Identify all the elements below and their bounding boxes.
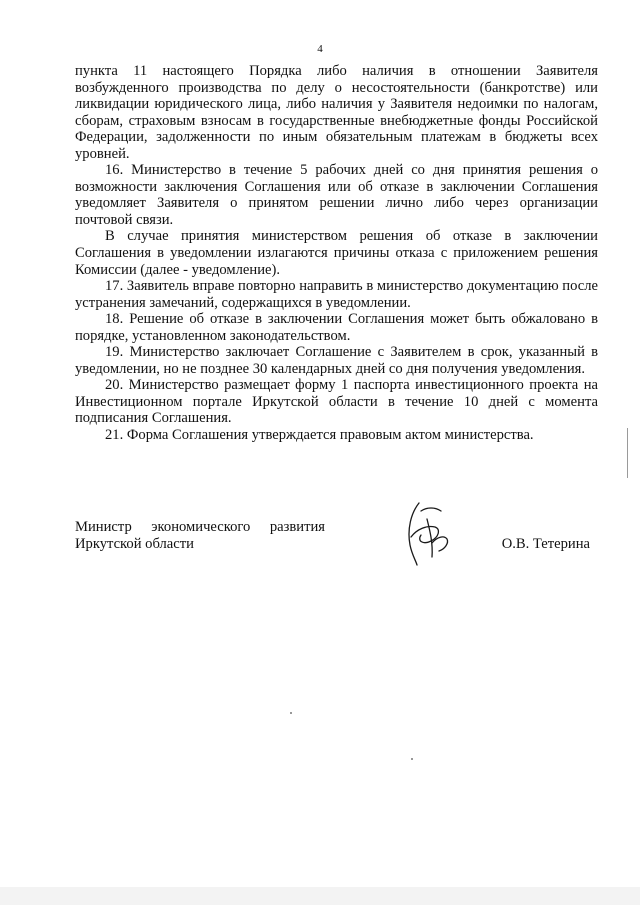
scan-bottom-edge: [0, 887, 640, 905]
signatory-name: О.В. Тетерина: [501, 536, 590, 552]
paragraph-continuation: пункта 11 настоящего Порядка либо наличия в отношении Заявителя возбужденного производства по делу о несостоятельности (банкротстве) или ликвидации юридического лица, либо наличия у Заявителя недоимки по налогам, сборам, страховым взносам в государственные внебюджетные фонды Российской Федерации, задолженности по иным обязательным платежам в бюджеты всех уровней.: [75, 63, 598, 162]
signatory-title: [75, 519, 325, 552]
document-body: [75, 63, 598, 444]
paragraph-16: 16. Министерство в течение 5 рабочих дней со дня принятия решения о возможности заключения Соглашения или об отказе в заключении Соглашения уведомляет Заявителя о принятом решении лично либо через организации почтовой связи.: [75, 162, 598, 228]
paragraph-18: 18. Решение об отказе в заключении Соглашения может быть обжаловано в порядке, установленном законодательством.: [75, 311, 598, 344]
signatory-title-line-1: Министр экономического развития: [75, 519, 325, 535]
paragraph-19: 19. Министерство заключает Соглашение с Заявителем в срок, указанный в уведомлении, но не позднее 30 календарных дней со дня получения уведомления.: [75, 344, 598, 377]
scan-speck: [290, 712, 292, 714]
handwritten-signature: [397, 499, 457, 571]
paragraph-17: 17. Заявитель вправе повторно направить в министерство документацию после устранения замечаний, содержащихся в уведомлении.: [75, 278, 598, 311]
scan-speck: [411, 758, 413, 760]
paragraph-20: 20. Министерство размещает форму 1 паспорта инвестиционного проекта на Инвестиционном портале Иркутской области в течение 10 дней с момента подписания Соглашения.: [75, 377, 598, 427]
signature-block: [75, 519, 598, 579]
signatory-title-line-2: Иркутской области: [75, 535, 194, 552]
paragraph-16-refusal: В случае принятия министерством решения об отказе в заключении Соглашения в уведомлении излагаются причины отказа с приложением решения Комиссии (далее - уведомление).: [75, 228, 598, 278]
paragraph-21: 21. Форма Соглашения утверждается правовым актом министерства.: [105, 427, 534, 444]
scan-edge-line: [627, 428, 628, 478]
page-number: 4: [317, 43, 323, 55]
